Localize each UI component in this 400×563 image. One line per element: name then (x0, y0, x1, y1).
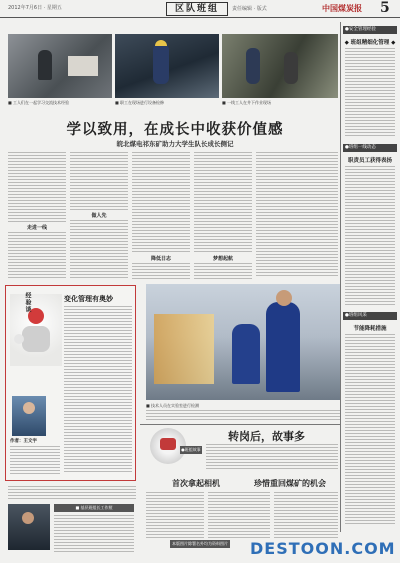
photo-worker-a (246, 48, 260, 84)
portrait-face (23, 402, 35, 414)
photo-caption-right: ■ 一线工人在井下作业现场 (222, 100, 272, 105)
photo-figure (38, 50, 52, 80)
sidebar-banner-2: ●班组一线动态 (343, 144, 397, 152)
photo-caption-center: ■ 职工在现场进行设备检修 (115, 100, 165, 105)
article-text-col2b (70, 220, 128, 280)
top-photo-center (115, 34, 219, 98)
page-number: 5 (380, 0, 390, 16)
bottom-photo-face (22, 512, 34, 524)
sidebar-text-1 (345, 48, 395, 138)
main-headline: 学以致用，在成长中收获价值感 (66, 121, 284, 138)
box-author: 作者：王文宇 (10, 439, 37, 444)
page-header (0, 0, 400, 18)
photo-face (276, 290, 292, 306)
col1-subheading: 走进一线 (26, 225, 47, 231)
photo-lab-bottles (154, 314, 214, 384)
section2-col3 (274, 492, 338, 538)
box-title: 变化管理有奥妙 (64, 294, 113, 303)
bottom-left-col (54, 515, 134, 553)
lab-photo (146, 284, 340, 400)
newspaper-logo: 中国煤炭报 (322, 3, 362, 13)
box-vertical-label: 经验谈 (24, 292, 31, 313)
box-text-left (10, 446, 60, 474)
cartoon-ball (14, 334, 24, 344)
photo-board (68, 56, 98, 76)
section2-subhead-left: 首次拿起相机 (172, 478, 220, 488)
sidebar-banner-3: ●班组风采 (343, 312, 397, 320)
bottom-left-photo (8, 504, 50, 550)
photo-worker-b (284, 52, 298, 84)
cartoon-illustration (10, 294, 62, 366)
sidebar-title-1: ◆ 班组精细化管理 ◆ (344, 40, 396, 46)
top-photo-left (8, 34, 112, 98)
photo-helmet (155, 40, 167, 46)
top-photo-right (222, 34, 338, 98)
article-text-col4b (194, 263, 252, 279)
illustration-camera (160, 438, 176, 450)
photo-caption-left: ■ 工人们在一起学习交流技术经验 (8, 100, 70, 105)
bottom-left-text (8, 486, 136, 500)
col4-subheading: 梦想起航 (212, 256, 233, 262)
article-text-col4a (194, 152, 252, 252)
lab-caption-text (146, 410, 340, 422)
sidebar-text-2 (345, 166, 395, 306)
sidebar-title-2: 职责员工获得表扬 (347, 158, 392, 164)
photo-technician-b (266, 302, 300, 392)
sidebar-text-3 (345, 334, 395, 524)
section-title: 区队班组 (166, 2, 228, 16)
header-editor: 责任编辑 · 版式 (232, 6, 267, 12)
article-text-col1b (8, 232, 66, 280)
box-text-right (64, 306, 132, 474)
section2-headline: 转岗后，故事多 (228, 430, 305, 443)
author-portrait (12, 396, 46, 436)
section2-subhead-right: 珍惜重回煤矿的机会 (254, 478, 326, 488)
section2-rule (140, 424, 340, 425)
article-text-col3b (132, 263, 190, 279)
section2-col2 (208, 492, 270, 538)
bottom-left-caption: ■ 基层班组长工作照 (54, 504, 134, 512)
article-text-col2a (70, 152, 128, 210)
section2-col1 (146, 492, 204, 538)
main-subhead: 皖北煤电祁东矿助力大学生队长成长侧记 (116, 140, 234, 148)
col2-subheading: 做人先 (91, 213, 107, 219)
sidebar-banner-1: ●安全管理经验 (343, 26, 397, 34)
sidebar-title-3: 节能降耗措施 (353, 326, 387, 332)
cartoon-body (22, 326, 50, 352)
photo-technician-a (232, 324, 260, 384)
watermark: DESTOON.COM (250, 539, 396, 558)
sidebar-divider (340, 22, 341, 532)
col3-subheading: 降低日志 (150, 256, 171, 262)
article-text-col5 (256, 152, 338, 278)
article-text-col1a (8, 152, 66, 222)
article-text-col3a (132, 152, 190, 252)
lab-photo-caption: ■ 技术人员在实验室进行检测 (146, 403, 200, 408)
header-date: 2012年7月6日 · 星期五 (8, 5, 62, 11)
photo-worker (153, 44, 169, 84)
section2-intro-text (206, 444, 338, 470)
bottom-note-bar: 本版图片除署名外均为资料图片 (172, 541, 228, 546)
section2-tag: ●班组故事 (181, 447, 201, 452)
